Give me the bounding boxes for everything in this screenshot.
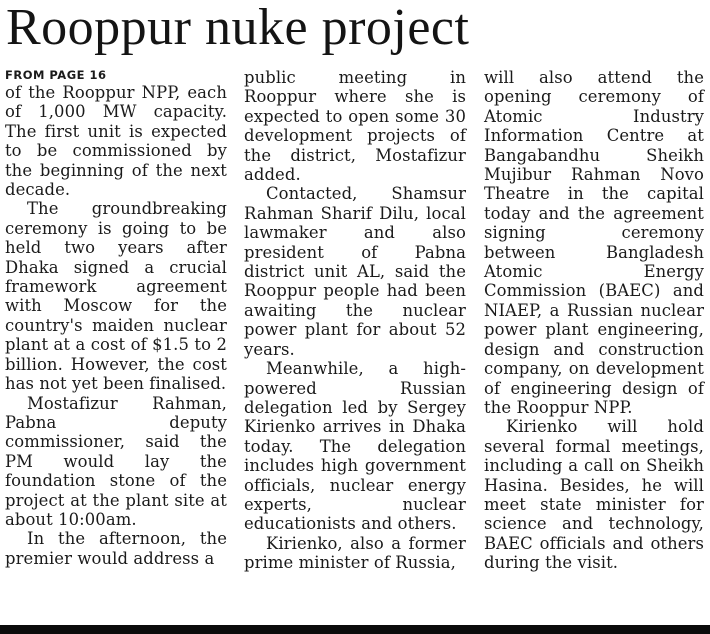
article-column-2 — [244, 68, 466, 573]
paragraph: The groundbreaking ceremony is going to be held two years after Dhaka signed a crucial framework agreement with Moscow for the country's maiden nuclear plant at a cost of $1.5 to 2 billion. However, the cost has not yet been finalised. — [5, 199, 227, 394]
paragraph: Meanwhile, a high-powered Russian delegation led by Sergey Kirienko arrives in Dhaka today. The delegation includes high government officials, nuclear energy experts, nuclear educationists and others. — [244, 359, 466, 534]
paragraph: Mostafizur Rahman, Pabna deputy commissioner, said the PM would lay the foundation stone of the project at the plant site at about 10:00am. — [5, 393, 227, 529]
paragraph: public meeting in Rooppur where she is expected to open some 30 development projects of the district, Mostafizur added. — [244, 68, 466, 185]
paragraph: will also attend the opening ceremony of Atomic Industry Information Centre at Bangabandhu Sheikh Mujibur Rahman Novo Theatre in the capital today and the agreement signing ceremony between Bangladesh Atomic Energy Commission (BAEC) and NIAEP, a Russian nuclear power plant engineering, design and construction company, on development of engineering design of the Rooppur NPP. — [484, 68, 704, 417]
article-column-1 — [5, 68, 227, 568]
jump-label: FROM PAGE 16 — [5, 68, 107, 82]
paragraph: In the afternoon, the premier would address a — [5, 529, 227, 568]
bottom-border — [0, 625, 710, 634]
article-column-3 — [484, 68, 704, 573]
headline: Rooppur nuke project — [6, 0, 470, 56]
paragraph: Kirienko, also a former prime minister of Russia, — [244, 533, 466, 573]
paragraph: Contacted, Shamsur Rahman Sharif Dilu, local lawmaker and also president of Pabna district unit AL, said the Rooppur people had been awaiting the nuclear power plant for about 52 years. — [244, 184, 466, 359]
paragraph: of the Rooppur NPP, each of 1,000 MW capacity. The first unit is expected to be commissioned by the beginning of the next decade. — [5, 83, 227, 200]
paragraph: Kirienko will hold several formal meetings, including a call on Sheikh Hasina. Besides, he will meet state minister for science and technology, BAEC officials and others during the visit. — [484, 417, 704, 573]
